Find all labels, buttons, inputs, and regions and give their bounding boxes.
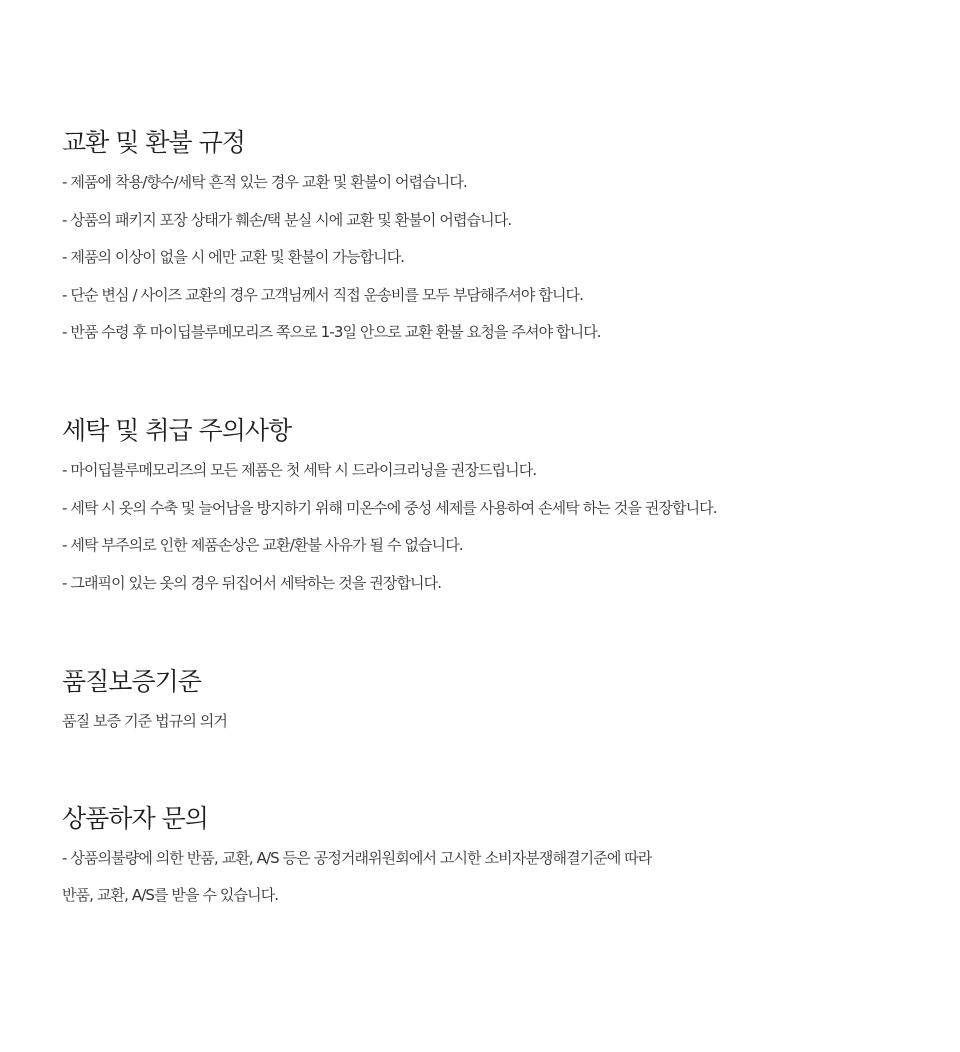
- section-body: [62, 848, 922, 906]
- policy-line: - 세탁 부주의로 인한 제품손상은 교환/환불 사유가 될 수 없습니다.: [62, 536, 463, 554]
- defect-inquiry-section: [62, 800, 922, 906]
- policy-line: - 상품의불량에 의한 반품, 교환, A/S 등은 공정거래위원회에서 고시한 소비자분쟁해결기준에 따라: [62, 848, 652, 867]
- policy-line: - 그래픽이 있는 옷의 경우 뒤집어서 세탁하는 것을 권장합니다.: [62, 573, 442, 592]
- section-title: 품질보증기준: [62, 666, 201, 696]
- policy-line: 반품, 교환, A/S를 받을 수 있습니다.: [62, 886, 279, 904]
- policy-line: - 상품의 패키지 포장 상태가 훼손/택 분실 시에 교환 및 환불이 어렵습니다.: [62, 210, 512, 229]
- section-title: 세탁 및 취급 주의사항: [62, 416, 292, 445]
- section-body: [62, 172, 922, 342]
- policy-line: 품질 보증 기준 법규의 의거: [62, 711, 227, 730]
- section-body: [62, 460, 922, 593]
- quality-warranty-section: [62, 663, 922, 731]
- section-title: 상품하자 문의: [62, 803, 208, 833]
- policy-line: - 제품에 착용/향수/세탁 흔적 있는 경우 교환 및 환불이 어렵습니다.: [62, 173, 467, 191]
- section-title: 교환 및 환불 규정: [62, 128, 245, 157]
- policy-line: - 세탁 시 옷의 수축 및 늘어남을 방지하기 위해 미온수에 중성 세제를 사용하여 손세탁 하는 것을 권장합니다.: [62, 498, 717, 517]
- policy-line: - 반품 수령 후 마이딥블루메모리즈 쪽으로 1-3일 안으로 교환 환불 요청을 주셔야 합니다.: [62, 323, 601, 341]
- washing-care-section: [62, 412, 922, 593]
- policy-line: - 마이딥블루메모리즈의 모든 제품은 첫 세탁 시 드라이크리닝을 권장드립니다.: [62, 461, 537, 479]
- policy-line: - 단순 변심 / 사이즈 교환의 경우 고객님께서 직접 운송비를 모두 부담해주셔야 합니다.: [62, 285, 584, 304]
- policy-line: - 제품의 이상이 없을 시 에만 교환 및 환불이 가능합니다.: [62, 248, 405, 266]
- section-body: [62, 711, 922, 731]
- policy-content: [62, 124, 922, 905]
- exchange-refund-section: [62, 124, 922, 342]
